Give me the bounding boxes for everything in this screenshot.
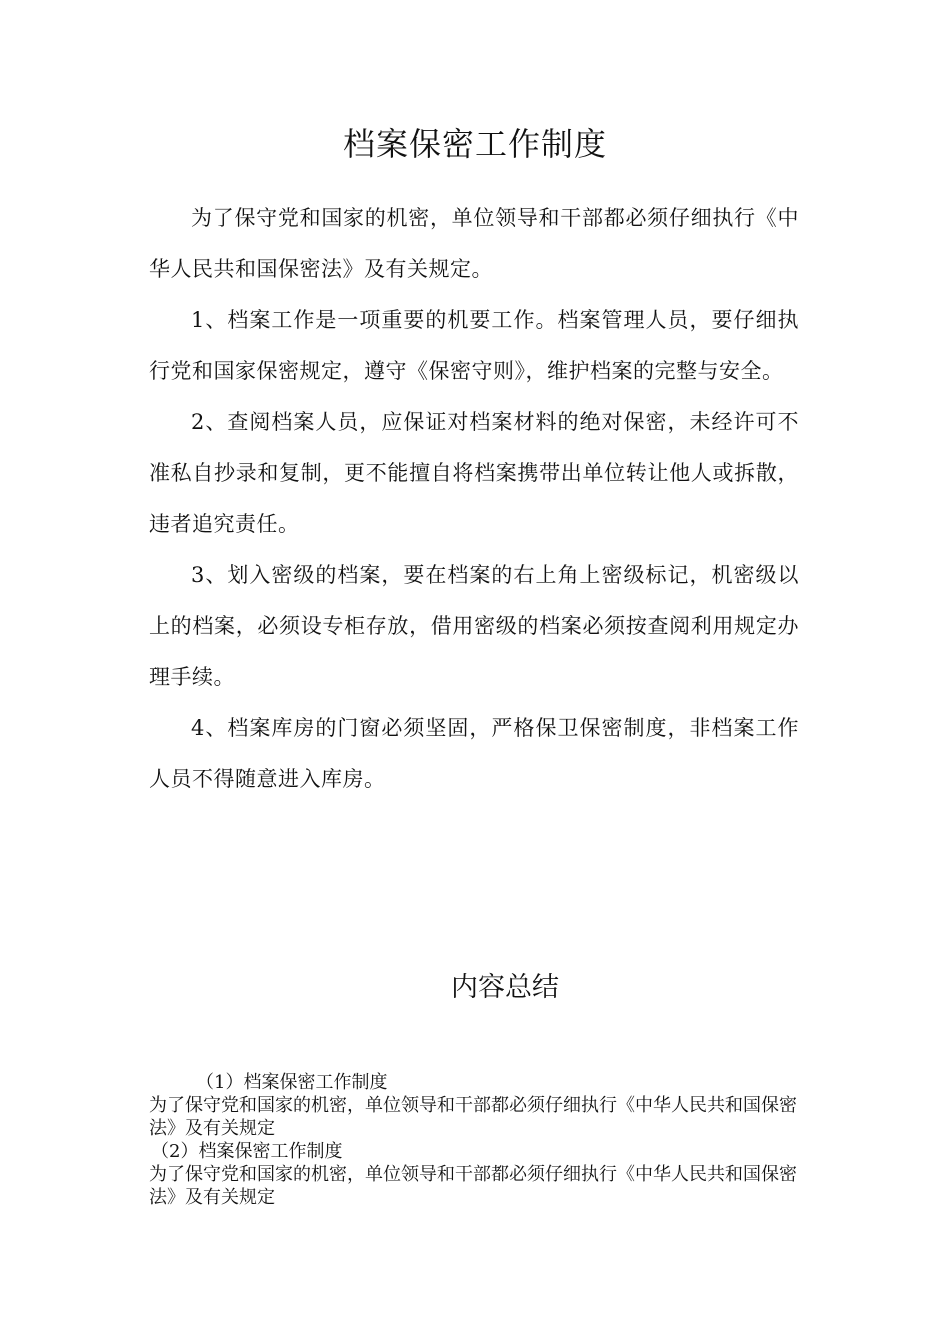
summary-item-text: 为了保守党和国家的机密，单位领导和干部都必须仔细执行《中华人民共和国保密法》及有关规定 [149,1164,797,1208]
paragraph-item-2: 2、查阅档案人员，应保证对档案材料的绝对保密，未经许可不准私自抄录和复制，更不能擅自将档案携带出单位转让他人或拆散，违者追究责任。 [149,410,799,536]
summary-item-heading: （2）档案保密工作制度 [151,1141,343,1162]
summary-title: 内容总结 [451,972,559,1003]
document-body [149,193,799,805]
summary-section [149,1071,799,1209]
paragraph-item-3: 3、划入密级的档案，要在档案的右上角上密级标记，机密级以上的档案，必须设专柜存放，借用密级的档案必须按查阅利用规定办理手续。 [149,563,799,689]
summary-item-text: 为了保守党和国家的机密，单位领导和干部都必须仔细执行《中华人民共和国保密法》及有关规定 [149,1095,797,1139]
summary-item-heading: （1）档案保密工作制度 [196,1072,388,1093]
document-title: 档案保密工作制度 [342,125,607,163]
paragraph-item-4: 4、档案库房的门窗必须坚固，严格保卫保密制度，非档案工作人员不得随意进入库房。 [149,716,799,791]
paragraph-item-1: 1、档案工作是一项重要的机要工作。档案管理人员，要仔细执行党和国家保密规定，遵守《保密守则》，维护档案的完整与安全。 [149,308,799,383]
paragraph-intro: 为了保守党和国家的机密，单位领导和干部都必须仔细执行《中华人民共和国保密法》及有关规定。 [149,206,799,281]
